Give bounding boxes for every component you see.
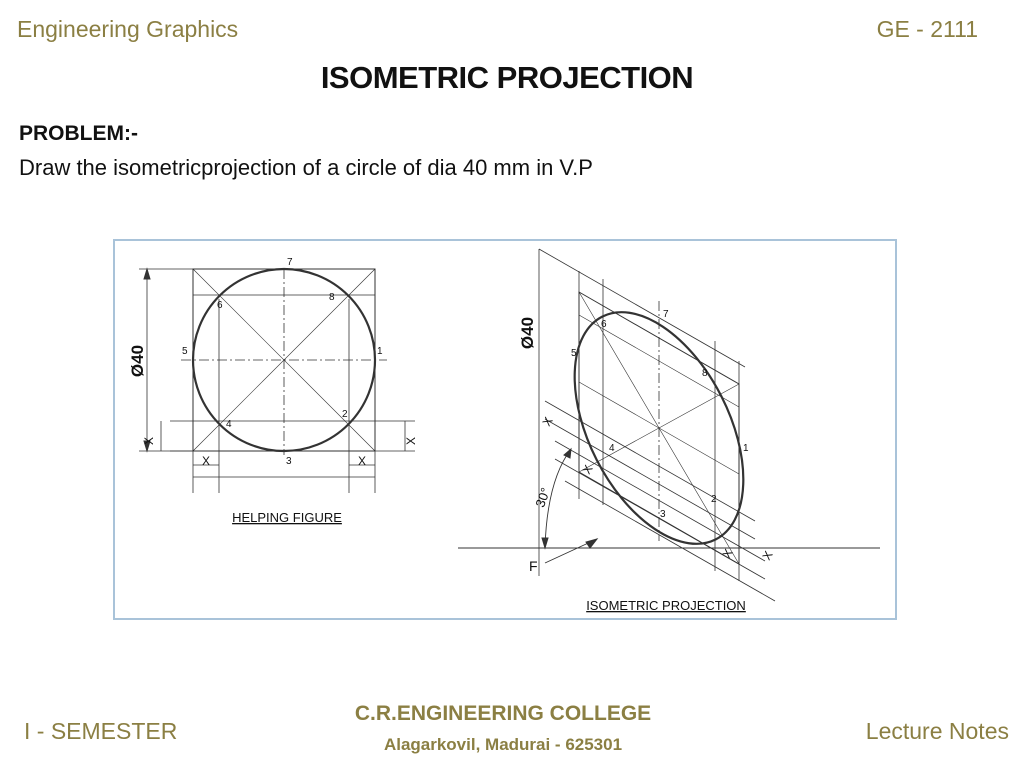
iso-figure <box>458 249 880 601</box>
course-code: GE - 2111 <box>876 16 978 42</box>
helping-point-7: 7 <box>287 257 293 268</box>
iso-front-label: F <box>529 558 538 574</box>
iso-point-6: 6 <box>601 319 607 330</box>
iso-point-2: 2 <box>711 494 717 505</box>
helping-point-5: 5 <box>182 346 188 357</box>
iso-point-8: 8 <box>702 368 708 379</box>
iso-point-1: 1 <box>743 443 749 454</box>
iso-x-4: X <box>759 548 776 563</box>
helping-point-8: 8 <box>329 292 335 303</box>
lecture-notes-label: Lecture Notes <box>865 718 1009 744</box>
helping-point-6: 6 <box>217 300 223 311</box>
drawing-figure <box>113 239 897 620</box>
course-name: Engineering Graphics <box>17 16 239 42</box>
iso-point-5: 5 <box>571 348 577 359</box>
iso-dia-label: Ø40 <box>518 316 537 350</box>
college-name: C.R.ENGINEERING COLLEGE <box>354 702 652 725</box>
iso-point-4: 4 <box>609 443 615 454</box>
iso-x-1: X <box>539 414 556 429</box>
helping-x-bottom-right: X <box>357 454 367 468</box>
helping-point-4: 4 <box>226 419 232 430</box>
iso-angle-label: 30° <box>532 485 554 510</box>
helping-point-2: 2 <box>342 409 348 420</box>
helping-point-3: 3 <box>286 456 292 467</box>
helping-dia-label: Ø40 <box>128 344 147 378</box>
problem-statement: Draw the isometricprojection of a circle of dia 40 mm in V.P <box>19 155 593 180</box>
helping-figure <box>139 269 415 493</box>
college-address: Alagarkovil, Madurai - 625301 <box>383 735 623 754</box>
iso-point-3: 3 <box>660 509 666 520</box>
iso-x-2: X <box>579 462 596 477</box>
helping-x-right: X <box>404 436 418 446</box>
helping-point-1: 1 <box>377 346 383 357</box>
helping-x-left: X <box>142 436 156 446</box>
semester-label: I - SEMESTER <box>24 718 178 744</box>
helping-x-bottom-left: X <box>201 454 211 468</box>
helping-caption: HELPING FIGURE <box>232 510 342 525</box>
drawing-svg <box>115 241 895 618</box>
slide-title: ISOMETRIC PROJECTION <box>320 60 694 95</box>
problem-heading: PROBLEM:- <box>19 122 138 145</box>
iso-point-7: 7 <box>663 309 669 320</box>
iso-x-3: X <box>719 546 736 561</box>
iso-caption: ISOMETRIC PROJECTION <box>586 598 746 613</box>
